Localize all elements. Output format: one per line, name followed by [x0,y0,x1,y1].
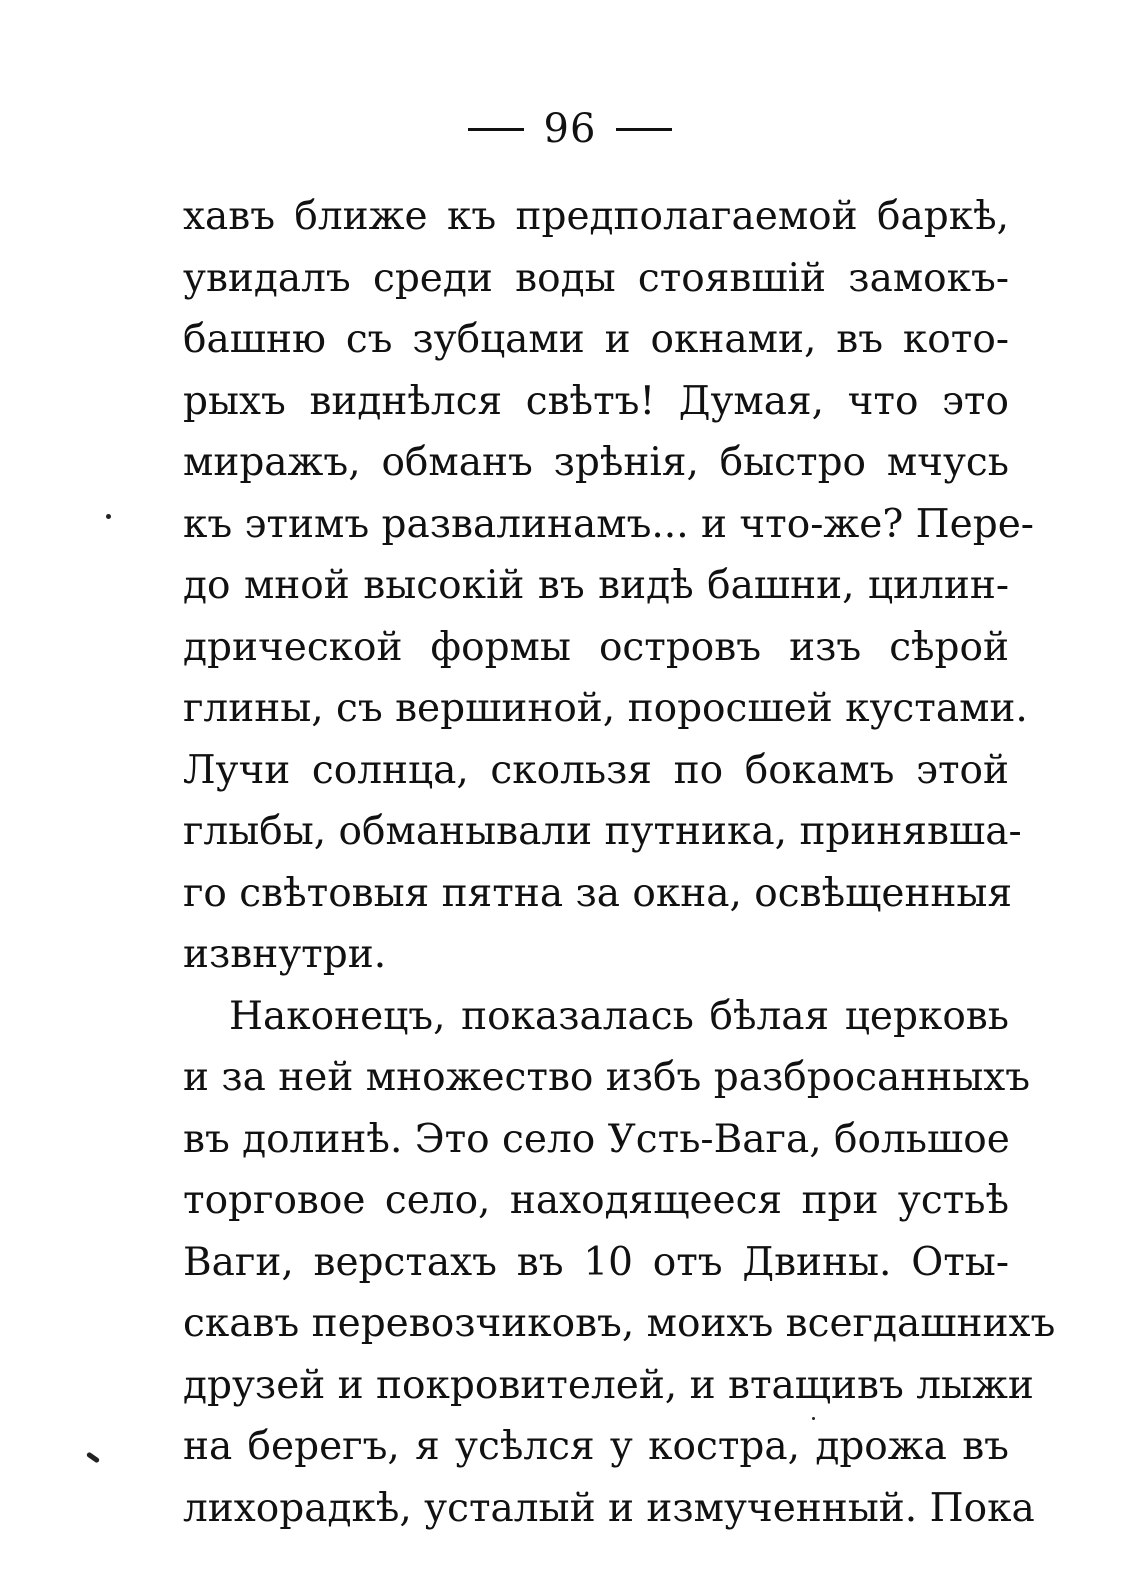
page-number-dash-left [468,128,524,131]
text-line: въ долинѣ. Это село Усть-Вага, большое [183,1116,1010,1162]
text-line: рыхъ виднѣлся свѣтъ! Думая, что это [183,378,1009,424]
text-line: на берегъ, я усѣлся у костра, дрожа въ [183,1424,1009,1469]
page-number-header [0,104,1140,154]
text-line: до мной высокій въ видѣ башни, цилин- [183,563,1009,608]
paragraph-1 [183,186,1034,986]
text-line: торговое село, находящееся при устьѣ [183,1178,1009,1223]
text-line: миражъ, обманъ зрѣнія, быстро мчусь [183,440,1009,485]
text-line: извнутри. [183,932,387,977]
text-line: увидалъ среди воды стоявшій замокъ- [183,255,1009,301]
text-line: Ваги, верстахъ въ 10 отъ Двины. Оты- [183,1239,1009,1285]
text-line: лихорадкѣ, усталый и измученный. Пока [183,1485,1035,1531]
text-line: глины, съ вершиной, поросшей кустами. [183,686,1028,731]
text-line: глыбы, обманывали путника, принявша- [183,809,1022,854]
page-number-dash-right [616,128,672,131]
text-line: Лучи солнца, скользя по бокамъ этой [183,747,1009,793]
text-line: го свѣтовыя пятна за окна, освѣщенныя [183,870,1013,916]
scan-speck [812,1417,815,1420]
body-text [183,186,1056,1539]
text-line: къ этимъ развалинамъ... и что-же? Пере- [183,501,1034,547]
text-line: хавъ ближе къ предполагаемой баркѣ, [183,194,1009,239]
text-line: друзей и покровителей, и втащивъ лыжи [183,1362,1034,1408]
paragraph-2 [183,986,1056,1540]
text-line: башню съ зубцами и окнами, въ кото- [183,317,1009,362]
text-line: и за ней множество избъ разбросанныхъ [183,1055,1031,1100]
scan-speck [86,1451,100,1463]
scan-speck [106,514,111,519]
text-line: Наконецъ, показалась бѣлая церковь [229,993,1009,1039]
text-line: скавъ перевозчиковъ, моихъ всегдашнихъ [183,1301,1056,1346]
page-number: 96 [543,106,597,152]
text-line: дрической формы островъ изъ сѣрой [183,624,1009,670]
